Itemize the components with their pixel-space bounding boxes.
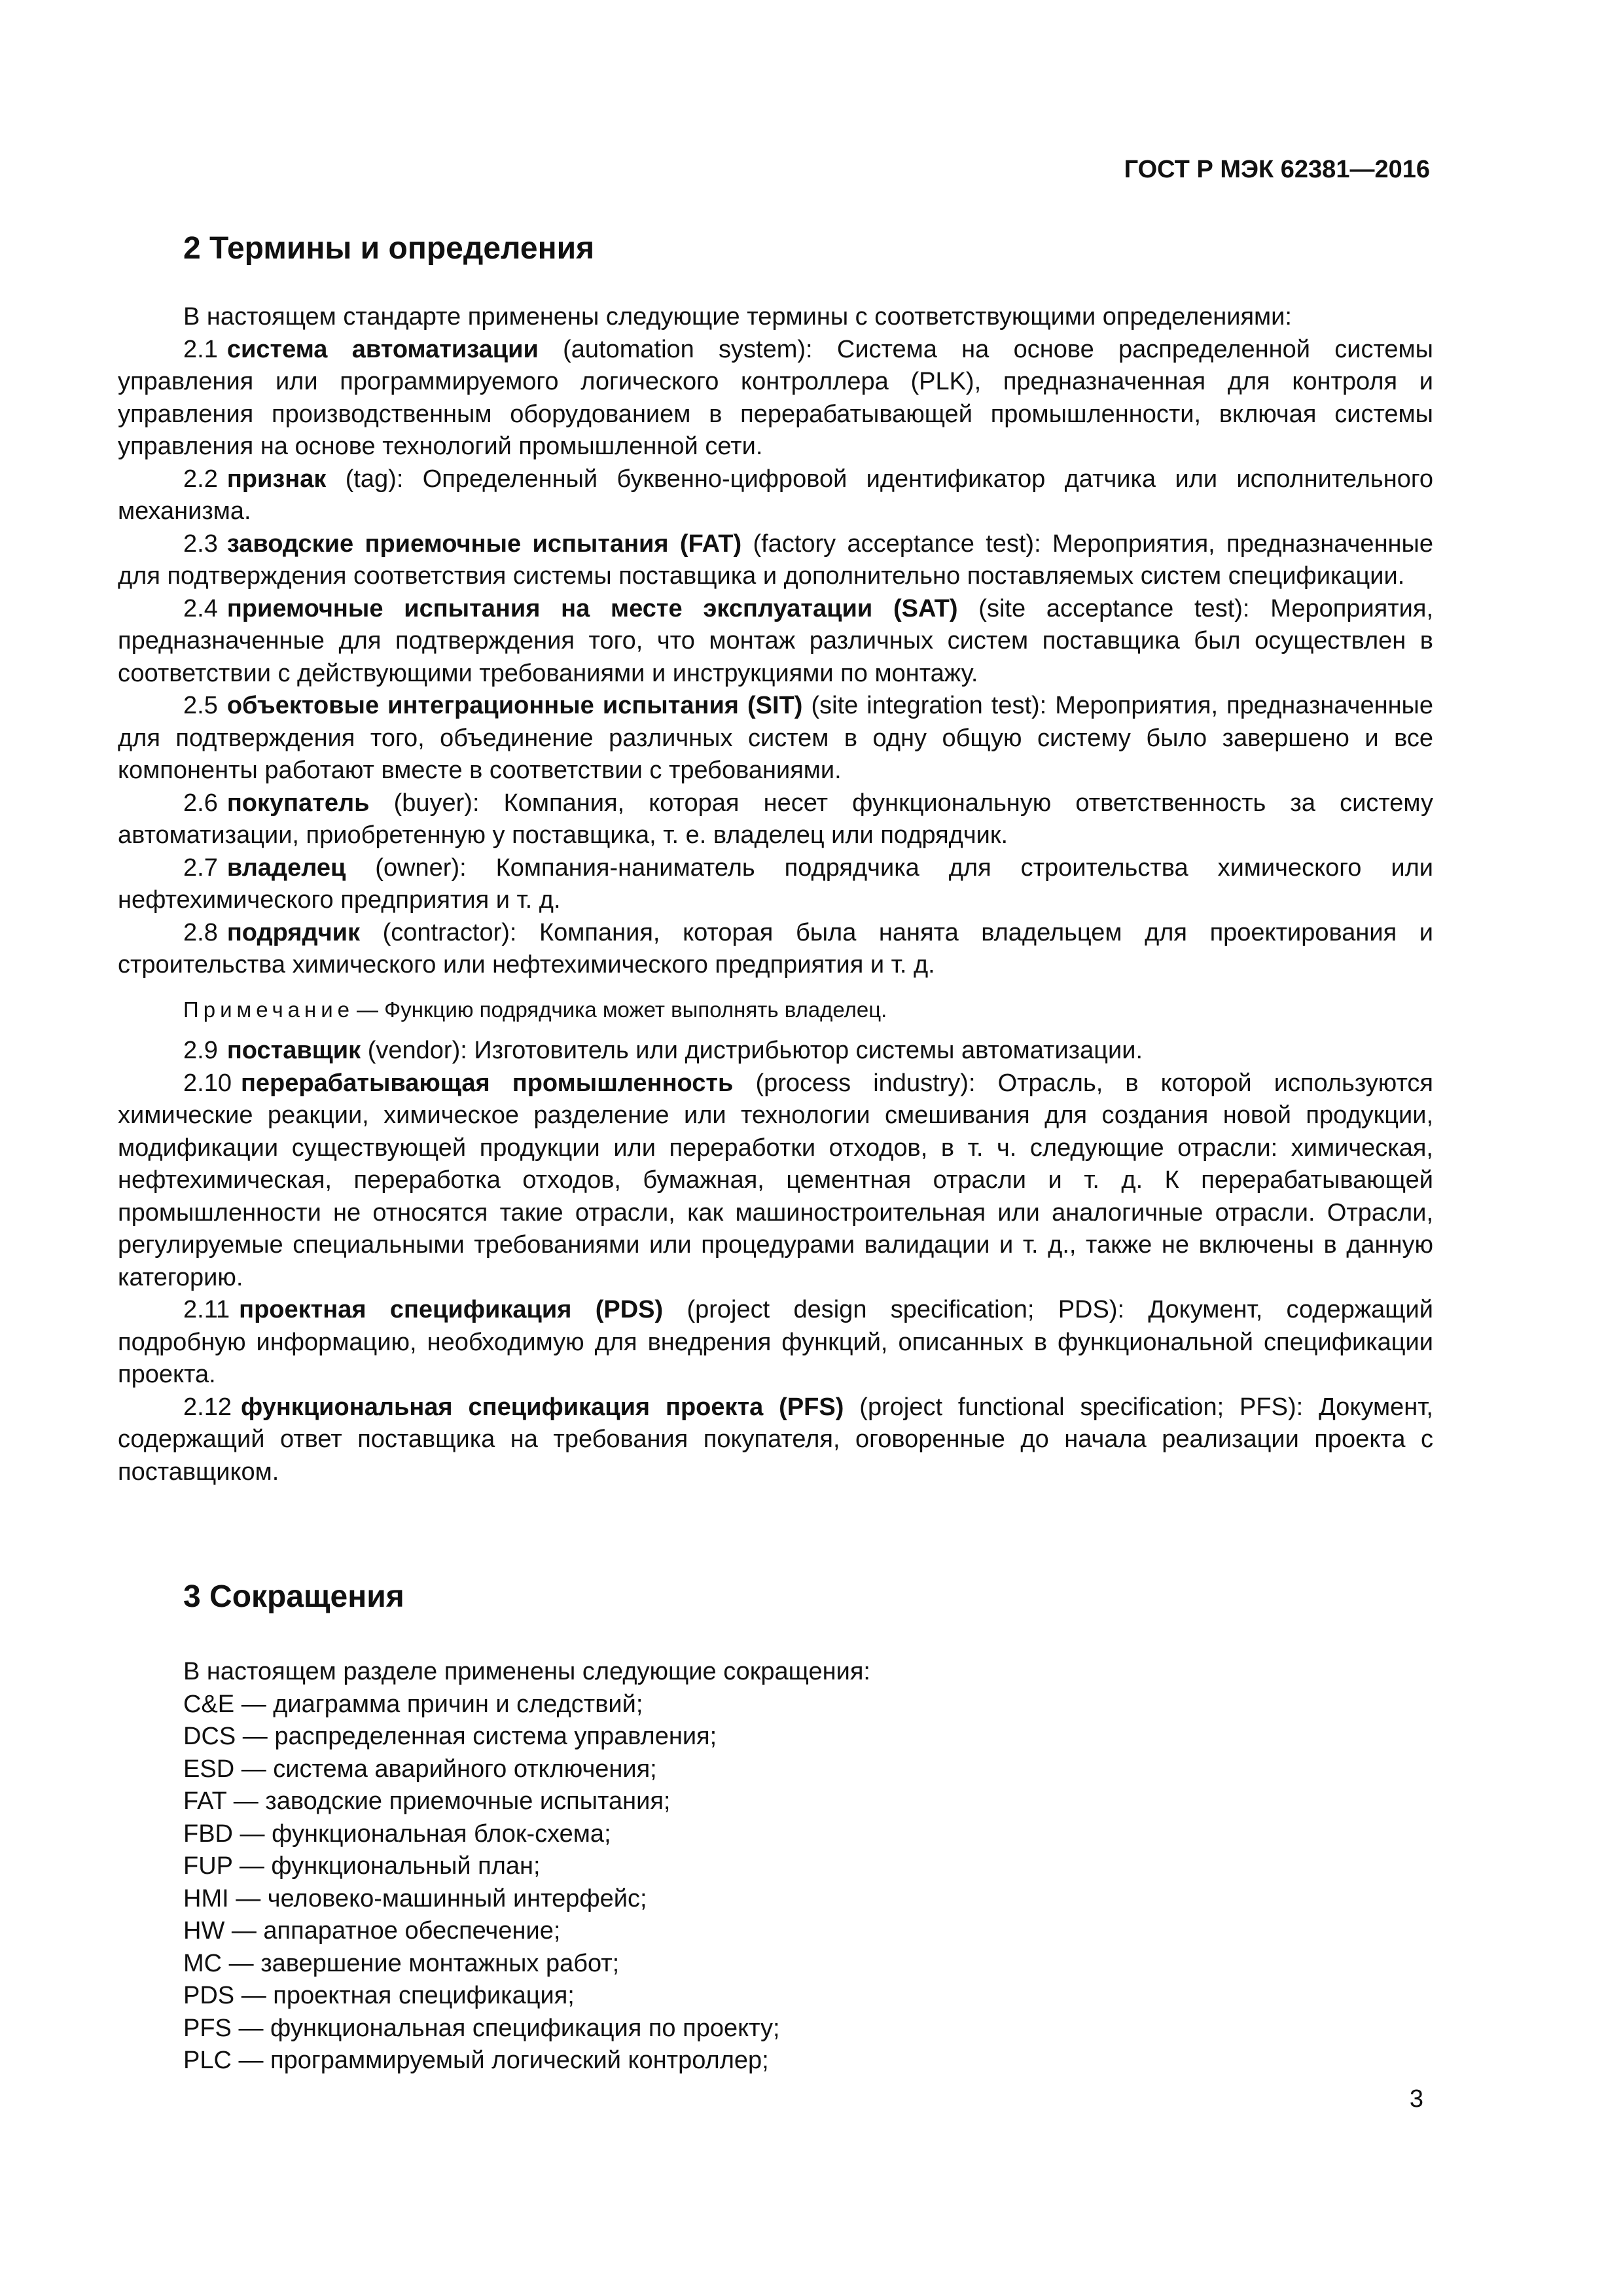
term-number: 2.9 [183,1037,218,1064]
abbreviation-item: FAT — заводские приемочные испытания; [183,1787,671,1815]
term-number: 2.10 [183,1069,232,1097]
abbreviation-item: HMI — человеко-машинный интерфейс; [183,1884,647,1912]
abbreviation-item: PFS — функциональная спецификация по проекту; [183,2014,780,2042]
abbreviation-item: FUP — функциональный план; [183,1852,541,1880]
note [118,994,1433,1026]
term-entry [118,1294,1433,1391]
term-entry [118,1035,1433,1067]
term-definition: (buyer): Компания, которая несет функциональную ответственность за систему автоматизации, приобретенную у поставщика, т. е. владелец или подрядчик. [118,789,1433,849]
term-definition: (tag): Определенный буквенно-цифровой идентификатор датчика или исполнительного механизма. [118,465,1433,525]
term-name: функциональная спецификация проекта (PFS) [240,1393,844,1421]
term-name: проектная спецификация (PDS) [239,1296,664,1323]
term-definition: (automation system): Система на основе распределенной системы управления или программируемого логического контроллера (PLK), предназначенная для контроля и управления производственным оборудованием в перерабатывающей промышленности, включая системы управления на основе технологий промышленной сети. [118,335,1433,460]
section-2-title: 2 Термины и определения [183,231,595,266]
abbreviation-item: MC — завершение монтажных работ; [183,1949,620,1977]
term-number: 2.7 [183,853,218,882]
section-3-intro: В настоящем разделе применены следующие сокращения: [183,1658,870,1685]
section-3-body [118,1656,1433,2077]
term-entry [118,917,1433,982]
term-name: система автоматизации [226,335,539,363]
term-entry [118,334,1433,463]
section-2-body [118,301,1433,1488]
term-definition: (factory acceptance test): Мероприятия, предназначенные для подтверждения соответствия системы поставщика и дополнительно поставляемых систем спецификации. [118,529,1433,590]
term-list-continued [118,1035,1433,1488]
term-number: 2.6 [183,789,218,817]
term-definition: (process industry): Отрасль, в которой используются химические реакции, химическое разделение или технологии смешивания для создания новой продукции, модификации существующей продукции или переработки отходов, в т. ч. следующие отрасли: химическая, нефтехимическая, переработка отходов, бумажная, цементная отрасли и т. д. К перерабатывающей промышленности не относятся такие отрасли, как машиностроительная или аналогичные отрасли. Отрасли, регулируемые специальными требованиями или процедурами валидации и т. д., также не включены в данную категорию. [118,1069,1433,1291]
page-number: 3 [1409,2085,1423,2113]
term-definition: (site integration test): Мероприятия, предназначенные для подтверждения того, объединение различных систем в одну общую систему было завершено и все компоненты работают вместе в соответствии с требованиями. [118,692,1433,784]
term-definition: (contractor): Компания, которая была нанята владельцем для проектирования и строительства химического или нефтехимического предприятия и т. д. [118,918,1433,978]
term-number: 2.2 [183,465,218,493]
term-name: признак [226,465,327,493]
term-definition: (project functional specification; PFS): Документ, содержащий ответ поставщика на требования покупателя, оговоренные до начала реализации проекта с поставщиком. [118,1393,1433,1486]
term-number: 2.12 [183,1393,232,1421]
term-number: 2.3 [183,529,218,558]
term-entry [118,1391,1433,1489]
term-name: заводские приемочные испытания (FAT) [226,529,742,558]
abbreviation-item: PLC — программируемый логический контроллер; [183,2047,769,2074]
term-name: покупатель [226,789,370,817]
abbreviation-item: C&E — диаграмма причин и следствий; [183,1690,643,1718]
term-entry [118,1067,1433,1295]
abbreviation-item: DCS — распределенная система управления; [183,1723,717,1750]
term-name: поставщик [226,1037,361,1064]
section-3-title: 3 Сокращения [183,1579,404,1614]
term-name: перерабатывающая промышленность [240,1069,734,1097]
term-entry [118,690,1433,787]
term-list [118,334,1433,982]
abbreviation-list [118,1689,1433,2077]
term-entry [118,852,1433,917]
term-number: 2.1 [183,335,218,363]
term-number: 2.8 [183,918,218,946]
term-definition: (owner): Компания-наниматель подрядчика для строительства химического или нефтехимического предприятия и т. д. [118,853,1433,914]
term-definition: (site acceptance test): Мероприятия, предназначенные для подтверждения того, что монтаж различных систем поставщика был осуществлен в соответствии с действующими требованиями и инструкциями по монтажу. [118,594,1434,687]
abbreviation-item: HW — аппаратное обеспечение; [183,1917,561,1945]
term-name: приемочные испытания на месте эксплуатации (SAT) [226,594,958,622]
note-text: — Функцию подрядчика может выполнять владелец. [357,997,887,1022]
document-header-id: ГОСТ Р МЭК 62381—2016 [1124,156,1430,183]
term-name: владелец [226,853,346,882]
term-entry [118,528,1433,593]
term-number: 2.11 [183,1296,230,1323]
term-number: 2.4 [183,594,218,622]
abbreviation-item: PDS — проектная спецификация; [183,1982,575,2009]
term-entry [118,463,1433,528]
abbreviation-item: FBD — функциональная блок-схема; [183,1820,611,1848]
term-entry [118,787,1433,852]
abbreviation-item: ESD — система аварийного отключения; [183,1755,657,1783]
term-definition: (project design specification; PDS): Документ, содержащий подробную информацию, необходимую для внедрения функций, описанных в функциональной спецификации проекта. [118,1296,1433,1388]
term-number: 2.5 [183,692,218,719]
term-definition: (vendor): Изготовитель или дистрибьютор системы автоматизации. [361,1037,1143,1064]
term-name: объектовые интеграционные испытания (SIT) [226,692,803,719]
term-name: подрядчик [226,918,361,946]
note-label: Примечание [183,997,355,1022]
section-2-intro: В настоящем стандарте применены следующие термины с соответствующими определениями: [183,303,1292,331]
term-entry [118,593,1433,691]
